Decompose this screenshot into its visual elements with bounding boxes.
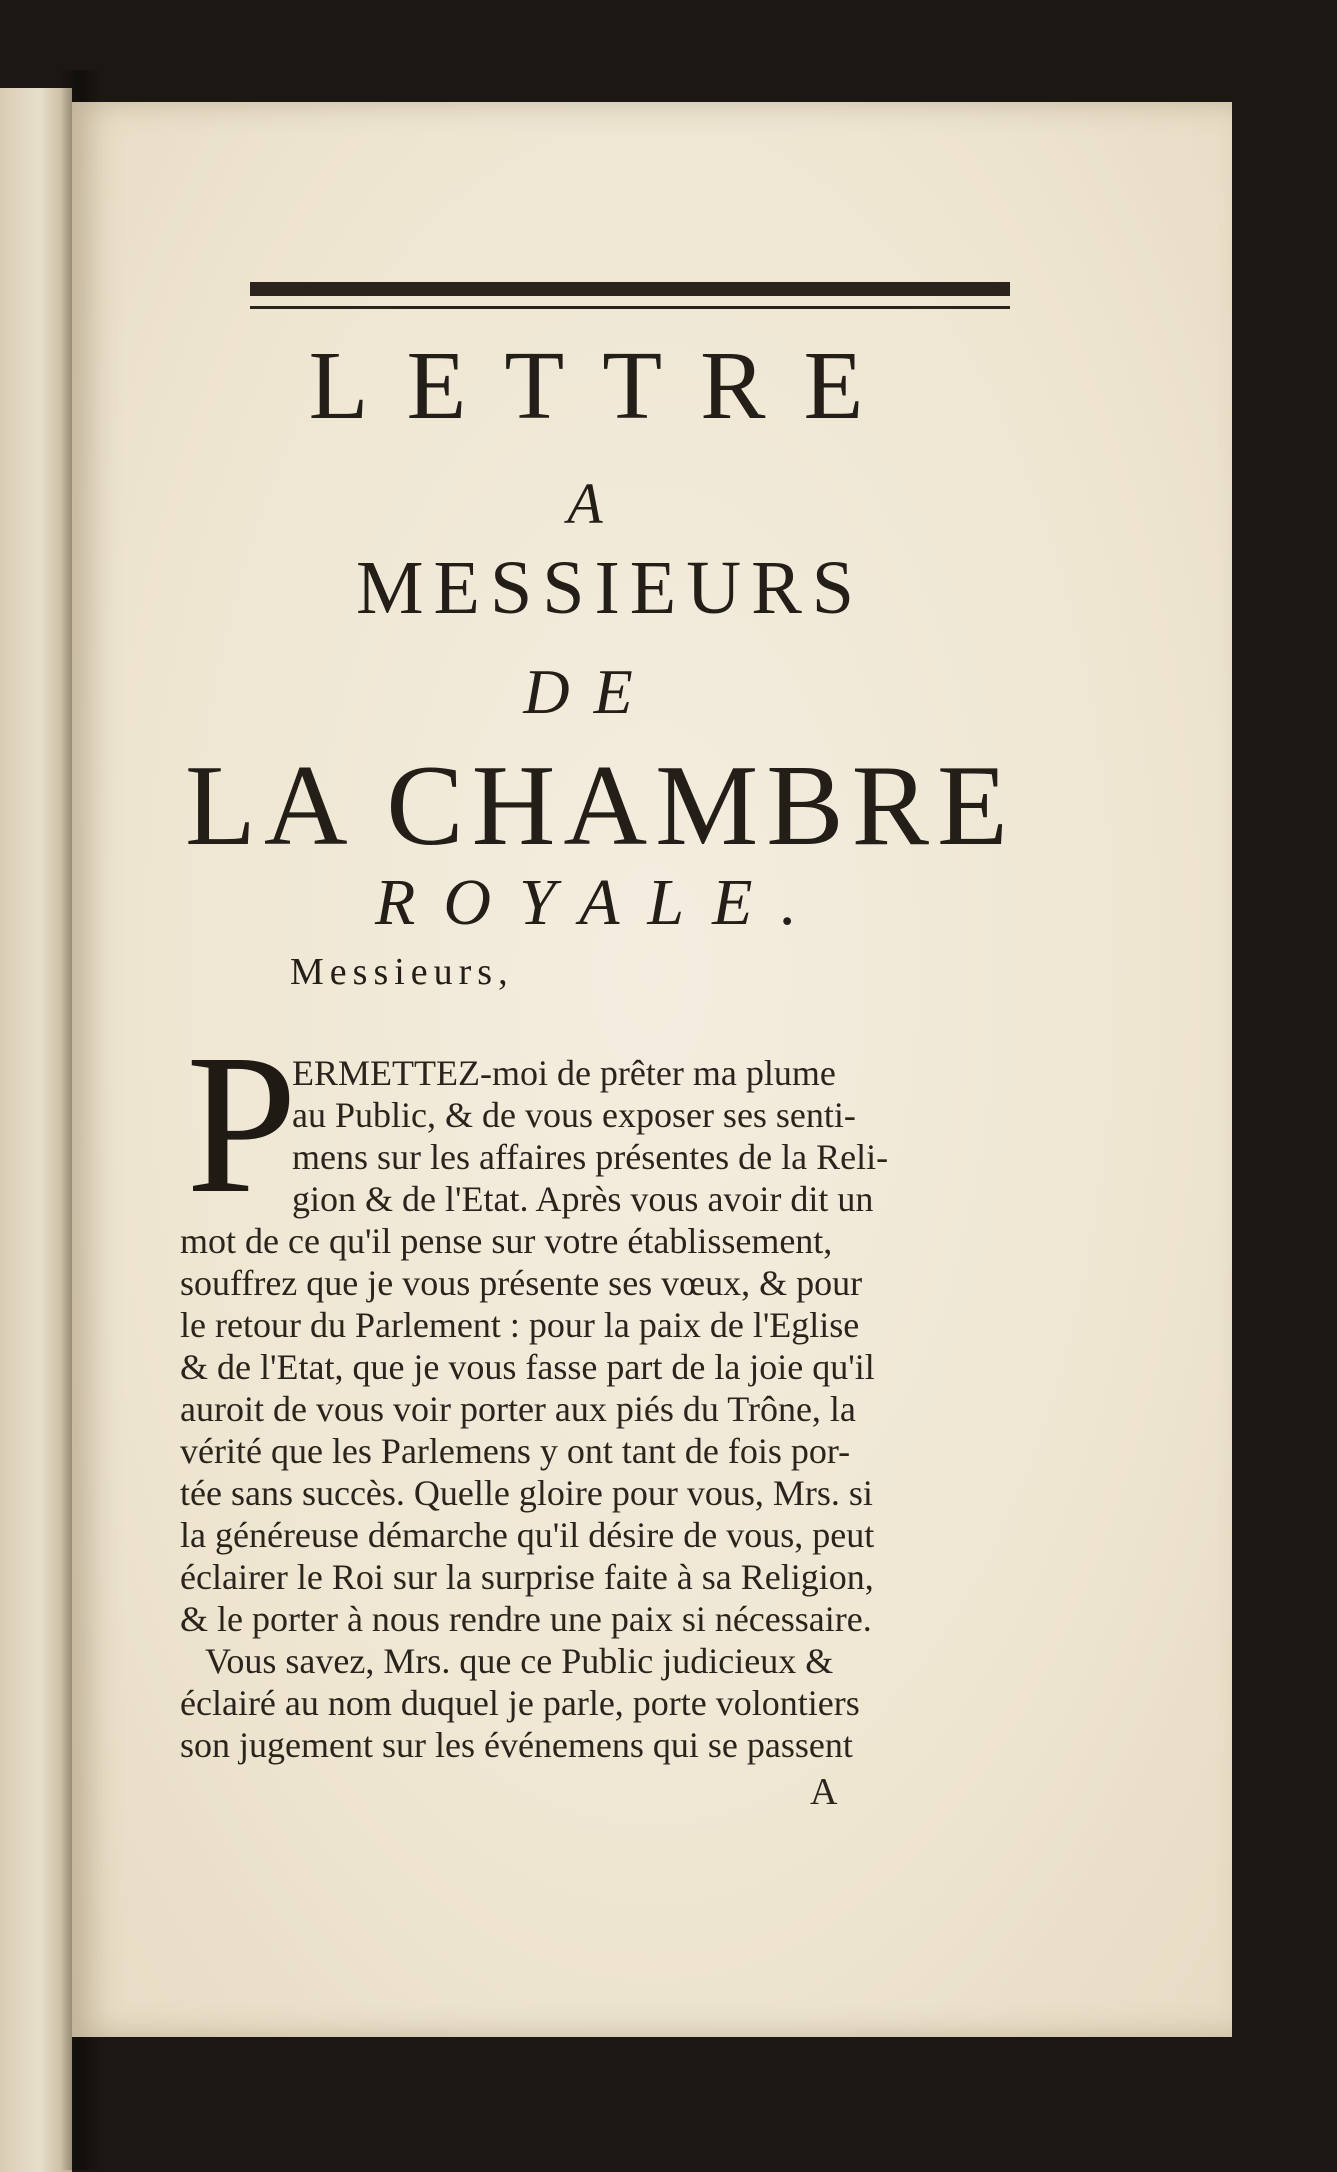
body-line: tée sans succès. Quelle gloire pour vous, Mrs. si	[180, 1473, 873, 1513]
title-messieurs: MESSIEURS	[355, 546, 865, 630]
body-line: & de l'Etat, que je vous fasse part de la joie qu'il	[180, 1347, 875, 1387]
title-lettre: LETTRE	[308, 332, 902, 440]
body-line: le retour du Parlement : pour la paix de l'Eglise	[180, 1305, 860, 1345]
salutation: Messieurs,	[290, 951, 514, 993]
body-line: mot de ce qu'il pense sur votre établissement,	[180, 1221, 833, 1261]
title-la-chambre: LA CHAMBRE	[185, 742, 1016, 870]
body-line: auroit de vous voir porter aux piés du Trône, la	[180, 1389, 856, 1429]
title-rule-thick	[250, 282, 1010, 296]
body-line: son jugement sur les événemens qui se passent	[180, 1725, 853, 1765]
body-line: vérité que les Parlemens y ont tant de fois por-	[180, 1431, 851, 1471]
body-line: ERMETTEZ-moi de prêter ma plume	[292, 1053, 836, 1093]
title-rule-thin	[250, 306, 1010, 309]
body-line: au Public, & de vous exposer ses senti-	[292, 1095, 856, 1135]
title-royale: ROYALE.	[375, 866, 825, 939]
body-line: éclairer le Roi sur la surprise faite à sa Religion,	[180, 1557, 874, 1597]
body-line: mens sur les affaires présentes de la Reli-	[292, 1137, 889, 1177]
catchword-signature: A	[810, 1771, 838, 1813]
body-line: & le porter à nous rendre une paix si nécessaire.	[180, 1599, 872, 1639]
body-line: gion & de l'Etat. Après vous avoir dit un	[292, 1179, 874, 1219]
drop-cap: P	[186, 1014, 298, 1235]
body-line: Vous savez, Mrs. que ce Public judicieux &	[205, 1641, 834, 1681]
title-de: DE	[523, 656, 657, 727]
title-a: A	[567, 471, 603, 536]
body-line: la généreuse démarche qu'il désire de vous, peut	[180, 1515, 875, 1555]
body-line: souffrez que je vous présente ses vœux, & pour	[180, 1263, 863, 1303]
body-line: éclairé au nom duquel je parle, porte volontiers	[180, 1683, 860, 1723]
